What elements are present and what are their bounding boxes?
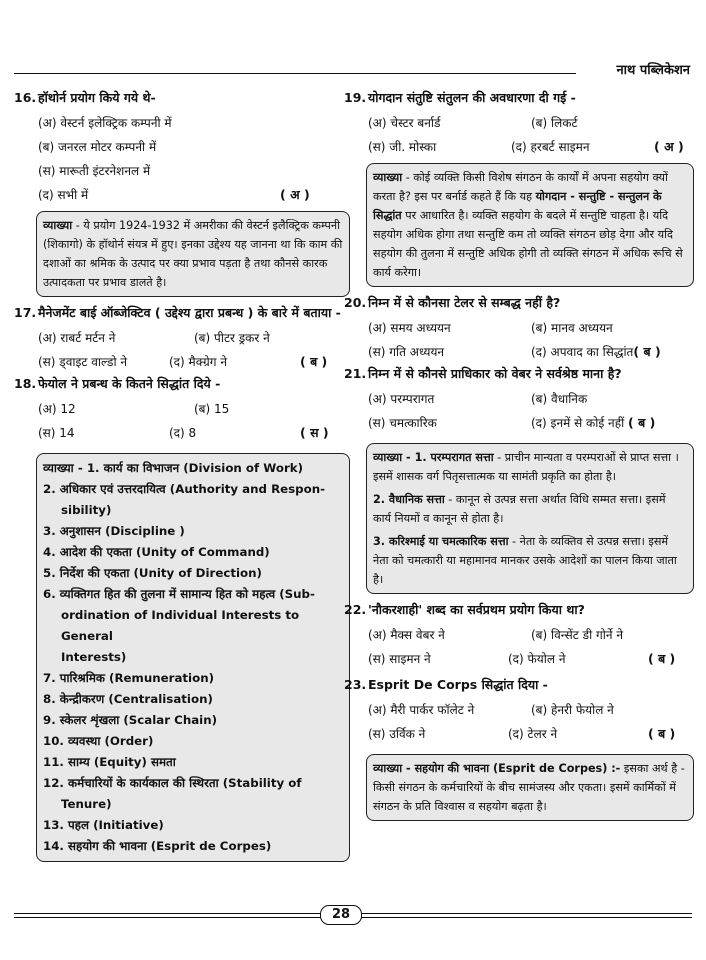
answer: ( ब ) [628,415,656,430]
list-item: sibility) [61,503,112,517]
option: (ब) मानव अध्ययन [531,321,613,335]
option: (स) मारूती इंटरनेशनल में [38,164,151,178]
options-19 [344,111,694,159]
answer: ( अ ) [280,187,310,202]
option: (अ) 12 [38,402,76,416]
answer: ( अ ) [654,139,684,154]
answer: ( ब ) [633,344,661,359]
answer: ( ब ) [300,354,328,369]
page-number: 28 [320,905,362,925]
explanation-para: 2. वैधानिक सत्ता - कानून से उत्पन्न सत्ता अर्थात विधि सम्मत सत्ता। इसमें कार्य नियमों व कानून से होता है। [373,493,666,525]
explanation-box-21 [366,443,694,594]
option: (द) अपवाद का सिद्धांत( ब ) [531,344,661,359]
answer: ( ब ) [648,651,676,666]
option: (अ) चेस्टर बर्नार्ड [368,116,441,130]
question-21: 21. निम्न में से कौनसे प्राधिकार को वेबर ने सर्वश्रेष्ठ माना है? [344,366,622,381]
list-item: 6. व्यक्तिगत हित की तुलना में सामान्य हित को महत्व (Sub- [43,587,315,601]
option: (अ) मैरी पार्कर फॉलेट ने [368,703,475,717]
options-17 [14,326,350,374]
list-item: ordination of Individual Interests to General [61,608,300,643]
option: (द) हरबर्ट साइमन [511,140,590,154]
option: (द) टेलर ने [508,727,558,741]
option: (स) जी. मोस्का [368,140,437,154]
option: (स) उर्विक ने [368,727,426,741]
option: (स) 14 [38,426,75,440]
list-item: 10. व्यवस्था (Order) [43,734,154,748]
publisher-name: नाथ पब्लिकेशन [616,63,690,78]
option: (स) चमत्कारिक [368,416,437,430]
list-item: 2. अधिकार एवं उत्तरदायित्व (Authority and Respon- [43,482,326,496]
question-18: 18. फेयोल ने प्रबन्ध के कितने सिद्धांत दिये - [14,376,221,391]
list-item: 4. आदेश की एकता (Unity of Command) [43,545,270,559]
right-column [344,88,694,827]
option: (द) फेयोल ने [508,652,566,666]
principles-list-box [36,453,350,862]
list-item: 12. कर्मचारियों के कार्यकाल की स्थिरता (Stability of [43,776,302,790]
option: (अ) परम्परागत [368,392,435,406]
explanation-para: 3. करिश्माई या चमत्कारिक सत्ता - नेता के व्यक्तिव से उत्पन्न सत्ता। इसमें नेता को चमत्कारी या महामानव मानकर उसके आदेशों का पालन किया जाता है। [373,535,677,586]
option: (ब) 15 [194,402,230,416]
option: (अ) वेस्टर्न इलेक्ट्रिक कम्पनी में [38,116,172,130]
option: (अ) समय अध्ययन [368,321,451,335]
option: (ब) पीटर ड्रकर ने [194,331,270,345]
list-item: 9. स्केलर शृंखला (Scalar Chain) [43,713,218,727]
option: (ब) वैधानिक [531,392,588,406]
question-16: 16. हॉथोर्न प्रयोग किये गये थे- [14,90,156,105]
list-item: व्याख्या - 1. कार्य का विभाजन (Division of Work) [43,461,304,475]
list-item: Interests) [61,650,127,664]
options-23 [344,698,694,746]
list-item: 8. केन्द्रीकरण (Centralisation) [43,692,213,706]
options-16 [14,111,350,207]
question-19: 19. योगदान संतुष्टि संतुलन की अवधारणा दी गई - [344,90,576,105]
option: (अ) मैक्स वेबर ने [368,628,445,642]
explanation-box-16: व्याख्या - ये प्रयोग 1924-1932 में अमरीका की वेस्टर्न इलैक्ट्रिक कम्पनी (शिकागो) के हॉथोर्न संयत्र में हुए। इनका उद्देश्य यह जानना था कि काम की दशाओं का श्रमिक के उत्पाद पर क्या प्रभाव पड़ता है तथा कौनसे कारक उत्पादकता पर प्रभाव डालते है। [36,211,350,297]
explanation-para: व्याख्या - 1. परम्परागत सत्ता - प्राचीन मान्यता व परम्पराओं से प्राप्त सत्ता । इसमें शासक वर्ग पितृसत्तात्मक या सामंती प्रकृति का होता है। [373,451,679,483]
question-17: 17. मैनेजमेंट बाई ऑब्जेक्टिव ( उद्देश्य द्वारा प्रबन्ध ) के बारे में बताया - [14,305,341,320]
option: (द) इनमें से कोई नहीं ( ब ) [531,415,656,430]
option: (ब) हेनरी फेयोल ने [531,703,614,717]
header-rule [14,73,576,74]
list-item: 11. साम्य (Equity) समता [43,755,176,769]
option: (ब) जनरल मोटर कम्पनी में [38,140,157,154]
list-item: 3. अनुशासन (Discipline ) [43,524,185,538]
options-18 [14,397,350,445]
option: (स) ड्वाइट वाल्डो ने [38,355,128,369]
option: (द) मैक्ग्रेग ने [169,355,228,369]
explanation-box-19: व्याख्या - कोई व्यक्ति किसी विशेष संगठन के कार्यों में अपना सहयोग क्यों करता है? इस पर बर्नार्ड कहते हैं कि यह योगदान - सन्तुष्टि - सन्तुलन के सिद्धांत पर आधारित है। व्यक्ति सहयोग के बदले में सन्तुष्टि चाहता है। यदि सहयोग अधिक होगा तथा सन्तुष्टि कम तो व्यक्ति संगठन छोड़ देगा और यदि सहयोग की तुलना में सन्तुष्टि अधिक होगी तो व्यक्ति संगठन में अधिक रूचि से कार्य करेगा। [366,163,694,287]
question-20: 20. निम्न में से कौनसा टेलर से सम्बद्ध नहीं है? [344,295,561,310]
options-22 [344,623,694,671]
option: (द) 8 [169,426,197,440]
option: (स) साइमन ने [368,652,431,666]
list-item: 7. पारिश्रमिक (Remuneration) [43,671,214,685]
list-item: 5. निर्देश की एकता (Unity of Direction) [43,566,262,580]
question-23: 23. Esprit De Corps सिद्धांत दिया - [344,677,548,692]
option: (द) सभी में [38,188,89,202]
list-item: Tenure) [61,797,112,811]
list-item: 13. पहल (Initiative) [43,818,164,832]
option: (स) गति अध्ययन [368,345,445,359]
answer: ( ब ) [648,726,676,741]
left-column [14,88,350,868]
question-22: 22. 'नौकरशाही' शब्द का सर्वप्रथम प्रयोग किया था? [344,602,585,617]
option: (ब) लिकर्ट [531,116,578,130]
options-21 [344,387,694,435]
explanation-box-23: व्याख्या - सहयोग की भावना (Esprit de Corpes) :- इसका अर्थ है - किसी संगठन के कर्मचारियों के बीच सामंजस्य और एकता। इसमें कार्मिकों में संगठन के प्रति विश्वास व सहयोग बढ़ता है। [366,754,694,821]
answer: ( स ) [300,425,329,440]
option: (ब) विन्सेंट डी गोर्ने ने [531,628,623,642]
options-20 [344,316,694,364]
option: (अ) राबर्ट मर्टन ने [38,331,116,345]
list-item: 14. सहयोग की भावना (Esprit de Corpes) [43,839,272,853]
